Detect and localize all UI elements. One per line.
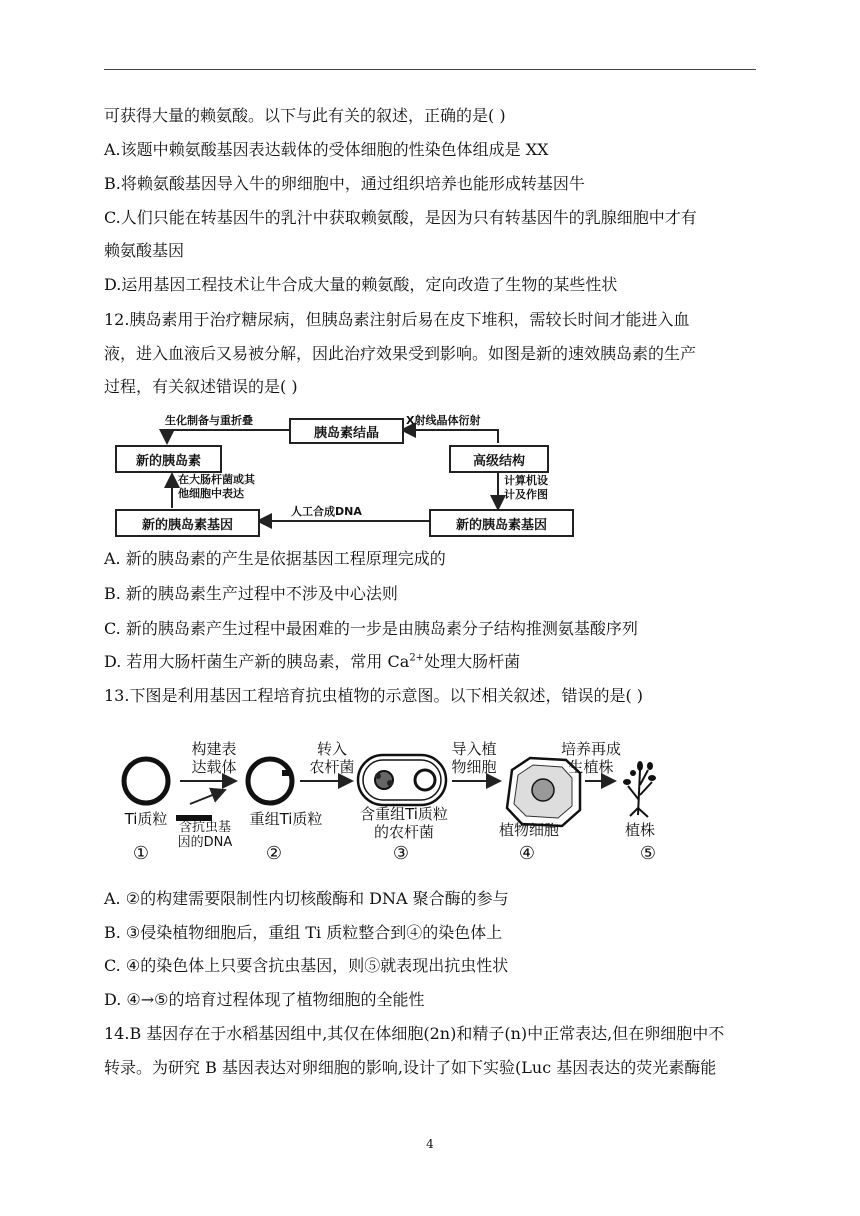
calcium-superscript: 2+ (409, 652, 425, 664)
q11-option-c-cont: 赖氨酸基因 (104, 241, 185, 260)
recombinant-plasmid-ring (248, 759, 292, 803)
q12-option-b: B. 新的胰岛素生产过程中不涉及中心法则 (104, 584, 398, 603)
page-number: 4 (426, 1137, 434, 1151)
q12-option-d-tail: 处理大肠杆菌 (424, 652, 521, 671)
step3-label-b: 物细胞 (451, 758, 497, 776)
insect-resistant-dna-label-a: 含抗虫基 (178, 820, 231, 835)
plant-cell-label: 植物细胞 (498, 821, 559, 839)
q14-stem-1: 14.B 基因存在于水稻基因组中,其仅在体细胞(2n)和精子(n)中正常表达,但在卵细胞中不 (104, 1024, 725, 1043)
agrobacterium-cell (358, 755, 446, 805)
step2-label-a: 转入 (316, 740, 347, 758)
q13-option-d: D. ④→⑤的培育过程体现了植物细胞的全能性 (104, 990, 425, 1009)
q11-stem-tail: 可获得大量的赖氨酸。以下与此有关的叙述，正确的是( ) (104, 106, 506, 125)
figure-number-1: ① (132, 843, 150, 864)
box-insulin-crystal: 胰岛素结晶 (289, 418, 404, 444)
q13-option-a: A. ②的构建需要限制性内切核酸酶和 DNA 聚合酶的参与 (104, 889, 509, 908)
q14-stem-2: 转录。为研究 B 基因表达对卵细胞的影响,设计了如下实验(Luc 基因表达的荧光素酶能 (104, 1058, 717, 1077)
label-express-1: 在大肠杆菌或其 (178, 473, 255, 486)
q12-stem-3: 过程，有关叙述错误的是( ) (104, 377, 298, 396)
step1-label-a: 构建表 (191, 740, 237, 758)
box-new-insulin: 新的胰岛素 (115, 445, 222, 473)
plant-label: 植株 (624, 821, 655, 839)
label-computer-2: 计及作图 (504, 488, 548, 501)
q12-option-a: A. 新的胰岛素的产生是依据基因工程原理完成的 (104, 549, 446, 568)
agrobacterium-label-a: 含重组Ti质粒 (360, 805, 448, 823)
step4-label-a: 培养再成 (560, 740, 621, 758)
q13-option-c: C. ④的染色体上只要含抗虫基因，则⑤就表现出抗虫性状 (104, 956, 509, 975)
recombinant-plasmid-label: 重组Ti质粒 (249, 810, 323, 828)
figure-number-2: ② (265, 843, 283, 864)
step1-label-b: 达载体 (191, 758, 237, 776)
ti-plasmid-ring (124, 759, 168, 803)
q11-option-b: B.将赖氨酸基因导入牛的卵细胞中，通过组织培养也能形成转基因牛 (104, 174, 585, 193)
q13-stem: 13.下图是利用基因工程培育抗虫植物的示意图。以下相关叙述，错误的是( ) (104, 686, 644, 705)
figure-number-3: ③ (392, 843, 410, 864)
label-computer-1: 计算机设 (504, 474, 548, 487)
label-xray: X射线晶体衍射 (406, 414, 481, 427)
q12-stem-1: 12.胰岛素用于治疗糖尿病，但胰岛素注射后易在皮下堆积，需较长时间才能进入血 (104, 310, 690, 329)
insect-resistant-dna-label-b: 因的DNA (177, 835, 233, 850)
box-new-insulin-gene-left: 新的胰岛素基因 (115, 509, 260, 537)
figure-number-4: ④ (518, 843, 536, 864)
q12-option-c: C. 新的胰岛素产生过程中最困难的一步是由胰岛素分子结构推测氨基酸序列 (104, 619, 638, 638)
agrobacterium-label-b: 的农杆菌 (373, 823, 434, 841)
ti-plasmid-label: Ti质粒 (124, 810, 168, 828)
q12-option-d-text: D. 若用大肠杆菌生产新的胰岛素，常用 Ca (104, 652, 410, 671)
step3-label-a: 导入植 (451, 740, 497, 758)
q11-option-c: C.人们只能在转基因牛的乳汁中获取赖氨酸，是因为只有转基因牛的乳腺细胞中才有 (104, 208, 697, 227)
step2-label-b: 农杆菌 (309, 758, 355, 776)
figure-number-5: ⑤ (639, 843, 657, 864)
q11-option-a: A.该题中赖氨酸基因表达载体的受体细胞的性染色体组成是 XX (104, 140, 549, 159)
step4-label-b: 生植株 (568, 758, 614, 776)
label-express-2: 他细胞中表达 (178, 487, 244, 500)
label-biochem-refold: 生化制备与重折叠 (165, 414, 253, 427)
q12-stem-2: 液，进入血液后又易被分解，因此治疗效果受到影响。如图是新的速效胰岛素的生产 (104, 344, 697, 363)
box-new-insulin-gene-right: 新的胰岛素基因 (429, 509, 574, 537)
q13-option-b: B. ③侵染植物细胞后，重组 Ti 质粒整合到④的染色体上 (104, 923, 503, 942)
box-higher-structure: 高级结构 (449, 445, 549, 473)
label-synthetic-dna: 人工合成DNA (291, 505, 362, 518)
q11-option-d: D.运用基因工程技术让牛合成大量的赖氨酸，定向改造了生物的某些性状 (104, 275, 618, 294)
